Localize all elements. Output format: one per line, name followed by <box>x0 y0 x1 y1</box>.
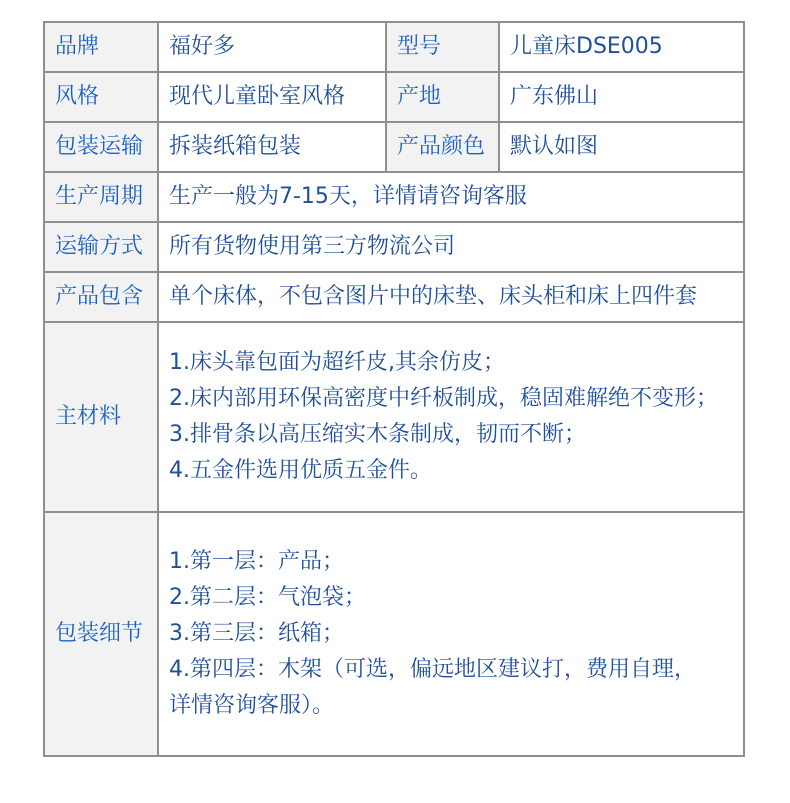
table-row <box>44 322 744 512</box>
table-row <box>44 72 744 122</box>
package-line: 3.第三层：纸箱； <box>169 621 344 646</box>
brand-value: 福好多 <box>158 22 386 72</box>
style-label: 风格 <box>44 72 158 122</box>
table-row <box>44 272 744 322</box>
material-line: 4.五金件选用优质五金件。 <box>169 458 432 483</box>
shipping-value: 所有货物使用第三方物流公司 <box>158 222 744 272</box>
table-row <box>44 122 744 172</box>
contents-value: 单个床体，不包含图片中的床垫、床头柜和床上四件套 <box>158 272 744 322</box>
material-label: 主材料 <box>44 322 158 512</box>
package-line: 4.第四层：木架（可选，偏远地区建议打，费用自理， <box>169 657 696 682</box>
packing-label: 包装运输 <box>44 122 158 172</box>
style-value: 现代儿童卧室风格 <box>158 72 386 122</box>
package-value <box>158 512 744 756</box>
contents-label: 产品包含 <box>44 272 158 322</box>
package-label: 包装细节 <box>44 512 158 756</box>
shipping-label: 运输方式 <box>44 222 158 272</box>
cycle-value: 生产一般为7-15天，详情请咨询客服 <box>158 172 744 222</box>
package-line: 2.第二层：气泡袋； <box>169 585 366 610</box>
package-line: 详情咨询客服）。 <box>169 693 335 718</box>
model-label: 型号 <box>386 22 499 72</box>
cycle-label: 生产周期 <box>44 172 158 222</box>
material-line: 1.床头靠包面为超纤皮,其余仿皮； <box>169 350 505 375</box>
material-line: 3.排骨条以高压缩实木条制成，韧而不断； <box>169 422 586 447</box>
table-row <box>44 172 744 222</box>
material-line: 2.床内部用环保高密度中纤板制成，稳固难解绝不变形； <box>169 386 718 411</box>
model-value: 儿童床DSE005 <box>499 22 744 72</box>
material-value <box>158 322 744 512</box>
origin-label: 产地 <box>386 72 499 122</box>
table-row <box>44 512 744 756</box>
origin-value: 广东佛山 <box>499 72 744 122</box>
package-line: 1.第一层：产品； <box>169 549 344 574</box>
color-value: 默认如图 <box>499 122 744 172</box>
brand-label: 品牌 <box>44 22 158 72</box>
packing-value: 拆装纸箱包装 <box>158 122 386 172</box>
table-row <box>44 222 744 272</box>
table-row <box>44 22 744 72</box>
color-label: 产品颜色 <box>386 122 499 172</box>
product-spec-table <box>43 21 745 757</box>
